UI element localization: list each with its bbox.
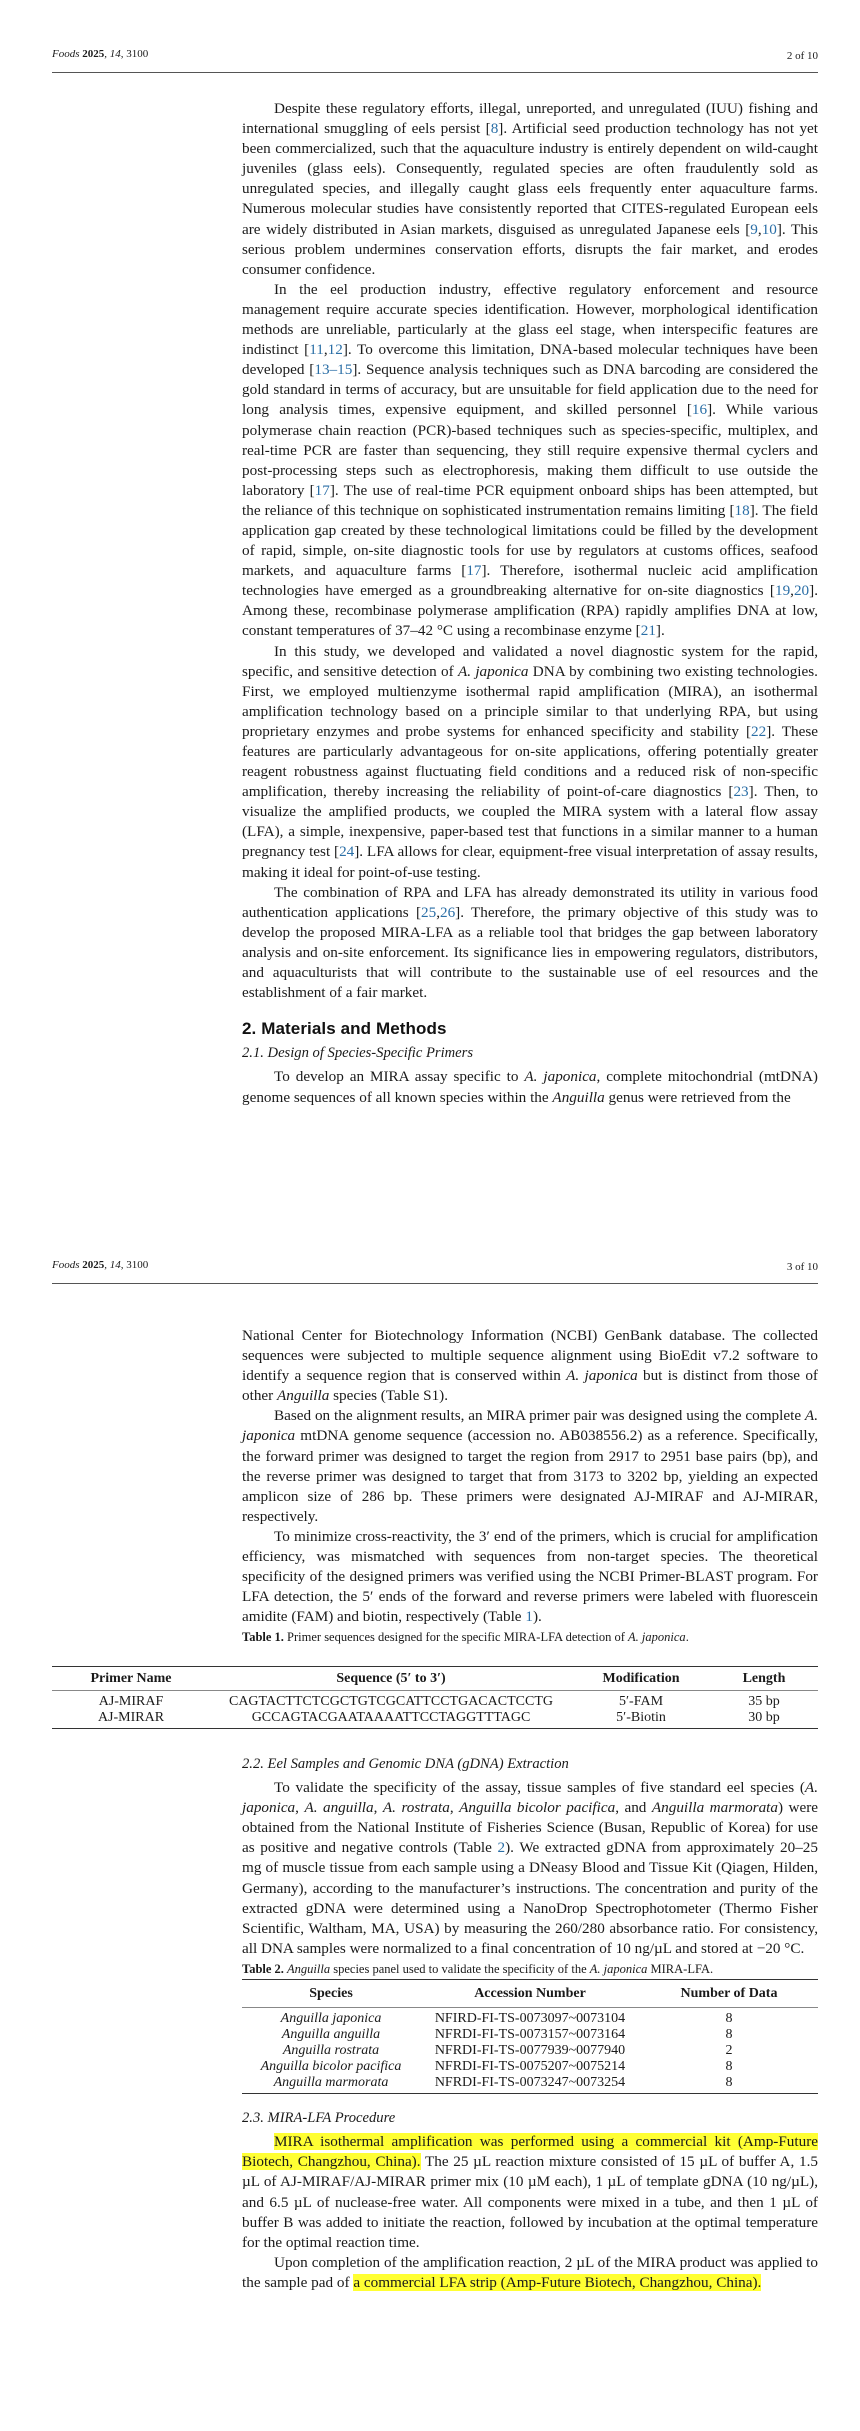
number-of-data: 8 bbox=[640, 2075, 818, 2094]
text-run: ]. This serious problem undermines conservation efforts, disrupts the fair market, and erodes consumer confidence. bbox=[242, 220, 818, 278]
italic-term: A. japonica bbox=[524, 1068, 597, 1086]
italic-term: A. japonica bbox=[457, 662, 529, 680]
column-header-primer-name: Primer Name bbox=[52, 1667, 210, 1691]
paragraph bbox=[242, 280, 818, 642]
paragraph bbox=[242, 2253, 818, 2293]
table-row bbox=[242, 2027, 818, 2043]
primer-sequence: CAGTACTTCTCGCTGTCGCATTCCTGACACTCCTG bbox=[228, 1694, 553, 1709]
text-run: , bbox=[449, 1799, 460, 1817]
citation-link[interactable]: 2 bbox=[497, 1839, 506, 1857]
primer-table bbox=[52, 1666, 818, 1729]
citation-link[interactable]: 11 bbox=[309, 341, 324, 359]
text-run: ]. LFA allows for clear, equipment-free visual interpretation of assay results, making it ideal for point-of-use testing. bbox=[242, 843, 818, 881]
italic-term: A. japonica bbox=[589, 1961, 648, 1976]
table-1-label: Table 1. bbox=[242, 1630, 284, 1645]
text-run: To minimize cross-reactivity, the 3′ end of the primers, which is crucial for amplification efficiency, was mismatched with sequences from non-target species. The theoretical specificity of the designed primers was verified using the NCBI Primer-BLAST program. For LFA detection, the 5′ ends of the forward and reverse primers were labeled with fluorescein amidite (FAM) and biotin, respectively (Table bbox=[242, 1527, 818, 1626]
table-1-caption bbox=[242, 1627, 818, 1647]
primer-name: AJ-MIRAF bbox=[98, 1694, 164, 1709]
primer-modification: 5′-Biotin bbox=[572, 1710, 710, 1729]
text-run: , complete mitochondrial (mtDNA) genome sequences of all known species within the bbox=[242, 1068, 818, 1106]
page-header bbox=[52, 1257, 818, 1284]
page-number: 2 of 10 bbox=[786, 50, 818, 62]
citation-link[interactable]: 18 bbox=[734, 501, 750, 519]
journal-name: Foods bbox=[52, 1259, 80, 1271]
journal-citation: Foods 2025, 14, 3100 bbox=[52, 48, 149, 60]
text-run: ). bbox=[532, 1608, 542, 1626]
journal-name: Foods bbox=[52, 48, 80, 60]
text-run: but is distinct from those of other bbox=[242, 1367, 818, 1405]
article-number: 3100 bbox=[126, 1259, 149, 1271]
text-run: To validate the specificity of the assay, tissue samples of five standard eel species ( bbox=[274, 1779, 805, 1797]
paragraph bbox=[242, 1067, 818, 1107]
paragraph bbox=[242, 1406, 818, 1527]
species-name: Anguilla bicolor pacifica bbox=[260, 2059, 402, 2075]
text-run: ]. Artificial seed production technology has not yet been commercialized, such that the aquaculture industry is entirely dependent on wild-caught juveniles (glass eels). Consequently, regulated species are often fraudulently sold as unregulated species, and illegally caught glass eels frequently enter aquaculture farms. Numerous molecular studies have consistently reported that CITES-regulated European eels are widely distributed in Asian markets, disguised as unregulated Japanese eels [ bbox=[242, 120, 818, 238]
text-run: , bbox=[323, 341, 328, 359]
species-name: Anguilla marmorata bbox=[242, 2075, 420, 2094]
accession-number: NFRDI-FI-TS-0075207~0075214 bbox=[434, 2059, 626, 2075]
journal-citation: Foods 2025, 14, 3100 bbox=[52, 1259, 149, 1271]
italic-term: A. rostrata bbox=[382, 1799, 450, 1817]
paragraph bbox=[242, 99, 818, 280]
table-2-label: Table 2. bbox=[242, 1961, 284, 1976]
citation-link[interactable]: 25 bbox=[421, 903, 437, 921]
accession-number: NFIRD-FI-TS-0073097~0073104 bbox=[434, 2011, 626, 2027]
table-2-caption-text bbox=[284, 1962, 713, 1976]
italic-term: A. japonica bbox=[566, 1367, 638, 1385]
species-table-body bbox=[242, 2008, 818, 2094]
primer-name: AJ-MIRAR bbox=[52, 1710, 210, 1729]
text-run: , bbox=[373, 1799, 383, 1817]
text-run: MIRA-LFA. bbox=[647, 1961, 714, 1976]
text-run: National Center for Biotechnology Information (NCBI) GenBank database. The collected sequences were subjected to multiple sequence alignment using BioEdit v7.2 software to identify a sequence region that is conserved within bbox=[242, 1327, 818, 1385]
text-run: Upon completion of the amplification reaction, 2 µL of the MIRA product was applied to the sample pad of bbox=[242, 2253, 818, 2291]
column-header-length: Length bbox=[710, 1667, 818, 1691]
table-row bbox=[242, 2075, 818, 2094]
italic-term: Anguilla bicolor pacifica bbox=[459, 1799, 616, 1817]
primer-modification: 5′-FAM bbox=[618, 1694, 664, 1709]
number-of-data: 8 bbox=[725, 2027, 733, 2043]
italic-term: A. japonica bbox=[242, 1407, 818, 1445]
species-name: Anguilla japonica bbox=[280, 2011, 382, 2027]
table-1-caption-text bbox=[284, 1630, 689, 1644]
primer-length: 35 bp bbox=[748, 1694, 780, 1709]
column-header-modification: Modification bbox=[572, 1667, 710, 1691]
citation-link[interactable]: 12 bbox=[327, 341, 343, 359]
paragraph bbox=[242, 1527, 818, 1627]
text-run: , bbox=[790, 582, 794, 600]
citation-link[interactable]: 17 bbox=[314, 481, 330, 499]
citation-link[interactable]: 17 bbox=[466, 562, 482, 580]
text-run: The combination of RPA and LFA has already demonstrated its utility in various food authentication applications [ bbox=[242, 883, 818, 921]
text-run: , bbox=[295, 1799, 305, 1817]
table-header-row bbox=[52, 1667, 818, 1691]
primer-length: 30 bp bbox=[710, 1710, 818, 1729]
text-run: Primer sequences designed for the specific MIRA-LFA detection of bbox=[283, 1630, 629, 1645]
text-run: , bbox=[757, 220, 762, 238]
text-run: ]. bbox=[655, 622, 665, 640]
text-run: ) were obtained from the National Institute of Fisheries Science (Busan, Republic of Korea) for use as positive and negative controls (Table bbox=[242, 1799, 819, 1857]
text-run: ]. Therefore, the primary objective of this study was to develop the proposed MIRA-LFA as a reliable tool that bridges the gap between laboratory analysis and on-site enforcement. Its significance lies in empowering regulators, distributors, and aquaculturists that will contribute to the sustainable use of eel resources and the establishment of a fair market. bbox=[242, 903, 818, 1002]
number-of-data: 8 bbox=[725, 2011, 733, 2027]
italic-term: A. japonica bbox=[628, 1630, 686, 1645]
article-number: 3100 bbox=[126, 48, 149, 60]
text-run: ]. Therefore, isothermal nucleic acid amplification technologies have emerged as a groundbreaking alternative for on-site diagnostics [ bbox=[242, 562, 818, 600]
primer-sequence: GCCAGTACGAATAAAATTCCTAGGTTTAGC bbox=[210, 1710, 572, 1729]
table-header-row bbox=[242, 1980, 818, 2008]
paragraph bbox=[242, 642, 818, 883]
text-run: The 25 µL reaction mixture consisted of 15 µL of buffer A, 1.5 µL of AJ-MIRAF/AJ-MIRAR primer mix (10 µM each), 1 µL of template gDNA (10 ng/µL), and 6.5 µL of nuclease-free water. All components were mixed in a tube, and then 1 µL of buffer B was added to initiate the reaction, followed by incubation at the optimal temperature for the optimal reaction time. bbox=[242, 2153, 818, 2251]
text-run: , and bbox=[615, 1799, 652, 1817]
paragraph bbox=[242, 883, 818, 1004]
text-run: To develop an MIRA assay specific to bbox=[274, 1068, 525, 1086]
highlighted-text: MIRA isothermal amplification was performed using a commercial kit (Amp-Future Biotech, Changzhou, China). bbox=[242, 2133, 818, 2171]
column-header-species: Species bbox=[242, 1980, 420, 2008]
text-run: ]. While various polymerase chain reaction (PCR)-based techniques such as species-specific, multiplex, and real-time PCR are faster than sequencing, they still require expensive thermal cyclers and post-processing steps such as electrophoresis, making them difficult to use outside the laboratory [ bbox=[242, 401, 818, 499]
text-run: ]. To overcome this limitation, DNA-based molecular techniques have been developed [ bbox=[242, 341, 818, 379]
subsection-heading: 2.2. Eel Samples and Genomic DNA (gDNA) Extraction bbox=[242, 1756, 569, 1772]
citation-link[interactable]: 1 bbox=[525, 1608, 533, 1626]
text-run: ]. The use of real-time PCR equipment onboard ships has been attempted, but the reliance of this technique on sophisticated instrumentation remains limiting [ bbox=[242, 481, 818, 519]
text-run: In this study, we developed and validated a novel diagnostic system for the rapid, specific, and sensitive detection of bbox=[242, 642, 818, 680]
accession-number: NFRDI-FI-TS-0073157~0073164 bbox=[434, 2027, 626, 2043]
text-run: . bbox=[685, 1630, 689, 1645]
italic-term: A. japonica bbox=[242, 1779, 818, 1817]
text-run: species panel used to validate the specificity of the bbox=[330, 1961, 590, 1976]
citation-link[interactable]: 9 bbox=[750, 220, 758, 238]
species-name: Anguilla anguilla bbox=[281, 2027, 381, 2043]
italic-term: Anguilla bbox=[287, 1961, 331, 1976]
text-run: Based on the alignment results, an MIRA primer pair was designed using the complete bbox=[274, 1407, 805, 1425]
species-table bbox=[242, 1979, 818, 2094]
number-of-data: 2 bbox=[725, 2043, 733, 2059]
citation-link[interactable]: 16 bbox=[691, 401, 708, 419]
body-column bbox=[242, 1752, 818, 2293]
journal-year: 2025 bbox=[82, 48, 105, 60]
text-run: ]. These features are particularly advantageous for on-site applications, offering potentially greater reagent robustness against fluctuating field conditions and a reduced risk of non-specific amplification, thereby increasing the reliability of point-of-care diagnostics [ bbox=[242, 722, 819, 801]
paragraph bbox=[242, 2132, 818, 2253]
text-run: ]. Then, to visualize the amplified products, we coupled the MIRA system with a lateral flow assay (LFA), a simple, inexpensive, paper-based test that functions in a similar manner to a human pregnancy test [ bbox=[242, 783, 818, 861]
journal-volume: 14 bbox=[109, 1259, 121, 1271]
subsection-heading: 2.3. MIRA-LFA Procedure bbox=[242, 2110, 396, 2127]
table-row bbox=[242, 2043, 818, 2059]
text-run: Despite these regulatory efforts, illegal, unreported, and unregulated (IUU) fishing and international smuggling of eels persist [ bbox=[242, 100, 818, 138]
citation-link[interactable]: 8 bbox=[490, 120, 499, 138]
species-name: Anguilla rostrata bbox=[282, 2043, 380, 2059]
italic-term: Anguilla bbox=[552, 1088, 605, 1106]
body-column bbox=[242, 99, 818, 1108]
table-2-caption bbox=[242, 1959, 818, 1979]
text-run: ]. Among these, recombinase polymerase amplification (RPA) rapidly amplifies DNA at low, constant temperatures of 37–42 °C using a recombinase enzyme [ bbox=[242, 582, 818, 640]
journal-year: 2025 bbox=[82, 1259, 105, 1271]
page-number: 3 of 10 bbox=[786, 1261, 818, 1273]
citation-link[interactable]: 23 bbox=[733, 783, 749, 801]
column-header-sequence: Sequence (5′ to 3′) bbox=[210, 1667, 572, 1691]
text-run: ]. Sequence analysis techniques such as DNA barcoding are considered the gold standard in terms of accuracy, but are unsuitable for field application due to the need for long analysis times, expensive equipment, and skilled personnel [ bbox=[242, 361, 819, 419]
citation-link[interactable]: 24 bbox=[339, 843, 355, 861]
column-header-number-of-data: Number of Data bbox=[640, 1980, 818, 2008]
citation-link[interactable]: 19 bbox=[774, 582, 791, 600]
table-row bbox=[52, 1710, 818, 1729]
paragraph bbox=[242, 1778, 818, 1959]
table-row bbox=[52, 1691, 818, 1711]
citation-link[interactable]: 22 bbox=[751, 722, 767, 740]
paragraph bbox=[242, 1326, 818, 1406]
text-run: In the eel production industry, effective regulatory enforcement and resource management require accurate species identification. However, morphological identification methods are unreliable, particularly at the glass eel stage, when interspecific features are indistinct [ bbox=[242, 280, 818, 359]
column-header-accession: Accession Number bbox=[420, 1980, 640, 2008]
text-run: DNA by combining two existing technologies. First, we employed multienzyme isothermal rapid amplification (MIRA), an isothermal amplification technology based on a principle similar to that underlying RPA, but using proprietary enzymes and probe systems for enhanced specificity and stability [ bbox=[242, 662, 818, 740]
body-column bbox=[242, 1326, 818, 1648]
text-run: ]. The field application gap created by these technological limitations could be filled by the development of rapid, simple, on-site diagnostic tools for use by regulators at customs offices, seafood markets, and aquaculture farms [ bbox=[242, 501, 818, 580]
citation-link[interactable]: 13–15 bbox=[314, 361, 353, 379]
citation-link[interactable]: 21 bbox=[640, 622, 656, 640]
table-row bbox=[242, 2008, 818, 2028]
citation-link[interactable]: 26 bbox=[439, 903, 456, 921]
text-run: ). We extracted gDNA from approximately 20–25 mg of muscle tissue from each sample using a DNeasy Blood and Tissue Kit (Qiagen, Hilden, Germany), according to the manufacturer’s instructions. The concentration and purity of the extracted gDNA were determined using a NanoDrop Spectrophotometer (Thermo Fisher Scientific, Waltham, MA, USA) by measuring the 260/280 absorbance ratio. For consistency, all DNA samples were normalized to a final concentration of 10 ng/µL and stored at −20 °C. bbox=[242, 1839, 818, 1957]
text-run: genus were retrieved from the bbox=[604, 1088, 791, 1106]
number-of-data: 8 bbox=[725, 2059, 733, 2075]
table-row bbox=[242, 2059, 818, 2075]
citation-link[interactable]: 10 bbox=[761, 220, 777, 238]
text-run: species (Table S1). bbox=[329, 1387, 449, 1405]
text-run: mtDNA genome sequence (accession no. AB038556.2) as a reference. Specifically, the forward primer was designed to target the region from 2917 to 2951 base pairs (bp), and the reverse primer was designed to target that from 3173 to 3202 bp, yielding an expected amplicon size of 286 bp. These primers were designated AJ-MIRAF and AJ-MIRAR, respectively. bbox=[242, 1427, 818, 1525]
accession-number: NFRDI-FI-TS-0077939~0077940 bbox=[434, 2043, 626, 2059]
italic-term: A. anguilla bbox=[304, 1799, 374, 1817]
italic-term: Anguilla marmorata bbox=[651, 1799, 778, 1817]
italic-term: Anguilla bbox=[277, 1387, 330, 1405]
text-run: , bbox=[436, 903, 440, 921]
highlighted-text: a commercial LFA strip (Amp-Future Biotech, Changzhou, China). bbox=[353, 2273, 762, 2291]
section-heading: 2. Materials and Methods bbox=[242, 1019, 447, 1039]
page-header bbox=[52, 46, 818, 73]
accession-number: NFRDI-FI-TS-0073247~0073254 bbox=[420, 2075, 640, 2094]
journal-volume: 14 bbox=[109, 48, 121, 60]
subsection-heading: 2.1. Design of Species-Specific Primers bbox=[242, 1045, 474, 1062]
citation-link[interactable]: 20 bbox=[793, 582, 810, 600]
